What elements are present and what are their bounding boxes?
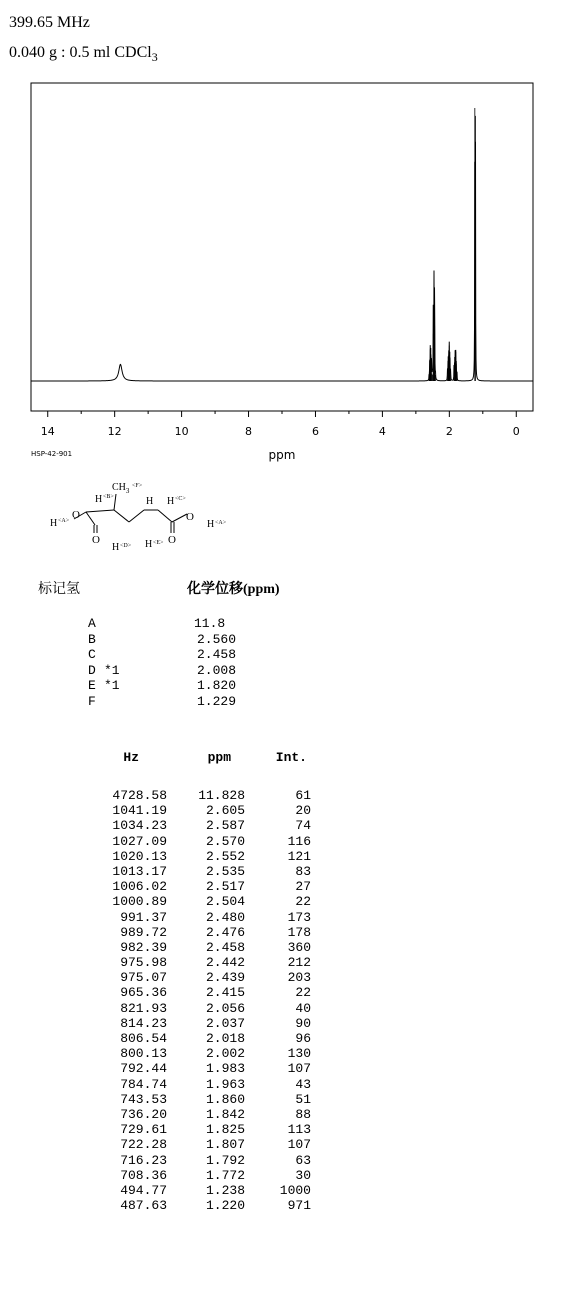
peak-ppm: 2.018 xyxy=(205,1031,245,1046)
peak-row xyxy=(95,1122,311,1137)
peak-int: 203 xyxy=(287,970,311,986)
assignment-note: *1 xyxy=(104,662,120,678)
peak-ppm: 2.439 xyxy=(205,970,245,986)
peak-row xyxy=(95,894,311,909)
peak-hz: 722.28 xyxy=(120,1137,167,1153)
peak-table xyxy=(95,750,311,1213)
spectrum-trace xyxy=(31,142,533,381)
label-f: <F> xyxy=(132,483,143,489)
peak-row xyxy=(95,818,311,833)
peak-int: 971 xyxy=(287,1198,311,1214)
peak-ppm: 1.963 xyxy=(205,1076,245,1092)
peak-row xyxy=(95,910,311,925)
peak-hz: 736.20 xyxy=(120,1106,167,1122)
x-tick-label: 8 xyxy=(245,425,253,438)
peak-ppm: 1.825 xyxy=(205,1122,245,1138)
peak-marks xyxy=(429,108,475,381)
assignment-shift: 1.229 xyxy=(196,693,236,709)
oxygen-right: O xyxy=(186,511,194,523)
peak-hz: 806.54 xyxy=(120,1031,167,1046)
assignment-shift: 1.820 xyxy=(196,678,236,693)
peak-hz: 792.44 xyxy=(120,1061,167,1077)
assignment-label-header: 标记氢 xyxy=(38,582,80,597)
peak-ppm: 2.552 xyxy=(205,848,245,864)
oxygen-carbonyl-left: O xyxy=(92,534,100,546)
peak-ppm: 2.587 xyxy=(205,818,245,834)
peak-row xyxy=(95,1061,311,1076)
peak-ppm: 2.535 xyxy=(205,863,245,879)
peak-ppm: 1.772 xyxy=(205,1167,245,1183)
assignment-row xyxy=(88,663,236,679)
assignment-label: E xyxy=(88,678,96,693)
peak-int: 360 xyxy=(287,939,311,955)
peak-hz: 487.63 xyxy=(120,1198,167,1214)
assignment-label-cell xyxy=(88,663,174,679)
x-axis xyxy=(41,411,520,438)
label-a-right: <A> xyxy=(215,520,227,526)
assignment-label: B xyxy=(88,631,96,647)
peak-hz: 975.98 xyxy=(120,955,167,971)
peak-hz: 975.07 xyxy=(120,970,167,986)
label-e: <E> xyxy=(153,540,164,546)
peak-row xyxy=(95,955,311,970)
assignment-label: C xyxy=(88,647,96,662)
peak-int: 22 xyxy=(295,985,311,1001)
peak-row xyxy=(95,803,311,818)
peak-hz: 1020.13 xyxy=(112,848,167,864)
assignment-label: F xyxy=(88,693,96,709)
peak-row xyxy=(95,1001,311,1016)
peak-int: 113 xyxy=(287,1122,311,1138)
peak-row xyxy=(95,925,311,940)
peak-ppm: 2.415 xyxy=(205,985,245,1001)
peak-hz: 1013.17 xyxy=(112,863,167,879)
peak-row xyxy=(95,1107,311,1122)
peak-hz: 1041.19 xyxy=(112,803,167,819)
peak-int: 43 xyxy=(295,1076,311,1092)
peak-hz: 494.77 xyxy=(120,1182,167,1198)
peak-ppm: 1.983 xyxy=(205,1061,245,1077)
peak-int: 88 xyxy=(295,1106,311,1122)
label-c: <C> xyxy=(175,496,186,502)
peak-hz: 821.93 xyxy=(120,1000,167,1016)
peak-hz: 1034.23 xyxy=(112,818,167,834)
oxygen-left: O xyxy=(72,509,80,521)
assignment-row xyxy=(88,616,236,632)
assignment-shift: 2.458 xyxy=(196,647,236,662)
x-tick-label: 10 xyxy=(174,425,189,438)
peak-ppm: 2.037 xyxy=(205,1015,245,1031)
peak-int: 173 xyxy=(287,909,311,925)
peak-ppm: 2.442 xyxy=(205,955,245,971)
peak-ppm: 2.480 xyxy=(205,909,245,925)
peak-row xyxy=(95,1031,311,1046)
x-tick-label: 12 xyxy=(107,425,122,438)
assignment-label: A xyxy=(88,616,96,631)
peak-row xyxy=(95,834,311,849)
x-tick-label: 14 xyxy=(40,425,55,438)
assignment-shift: 2.008 xyxy=(196,662,236,678)
peak-ppm: 2.570 xyxy=(205,833,245,849)
peak-ppm: 2.476 xyxy=(205,924,245,940)
sample-text: 0.040 g : 0.5 ml CDCl xyxy=(9,44,152,61)
x-axis-label: ppm xyxy=(268,448,296,462)
molecule-structure xyxy=(50,478,250,558)
peak-int: 83 xyxy=(295,863,311,879)
h-hh: H xyxy=(146,496,154,507)
sample-subscript: 3 xyxy=(151,50,158,65)
h-d: H xyxy=(112,542,120,553)
peak-ppm: 11.828 xyxy=(198,788,245,803)
header-ppm: ppm xyxy=(207,750,231,765)
peak-ppm: 1.792 xyxy=(205,1152,245,1168)
assignment-row xyxy=(88,647,236,663)
peak-hz: 708.36 xyxy=(120,1167,167,1183)
peak-ppm: 2.605 xyxy=(205,803,245,819)
peak-row xyxy=(95,1198,311,1213)
peak-hz: 965.36 xyxy=(120,985,167,1001)
h-a-left: H xyxy=(50,518,58,529)
peak-row xyxy=(95,1183,311,1198)
peak-row xyxy=(95,864,311,879)
peak-hz: 989.72 xyxy=(120,924,167,940)
assignment-label-cell xyxy=(88,694,174,710)
peak-ppm: 1.807 xyxy=(205,1137,245,1153)
peak-ppm: 1.220 xyxy=(205,1198,245,1214)
peak-hz: 991.37 xyxy=(120,909,167,925)
label-d: <D> xyxy=(120,543,132,549)
x-tick-label: 2 xyxy=(445,425,453,438)
h-b: H xyxy=(95,494,103,505)
header-hz: Hz xyxy=(123,750,139,765)
h-c: H xyxy=(167,496,175,507)
peak-row xyxy=(95,1016,311,1031)
peak-table-header xyxy=(95,750,311,788)
peak-int: 90 xyxy=(295,1015,311,1031)
h-e: H xyxy=(145,539,153,550)
peak-row xyxy=(95,940,311,955)
peak-int: 74 xyxy=(295,818,311,834)
assignment-row xyxy=(88,678,236,694)
header-int: Int. xyxy=(275,750,307,765)
spectrometer-frequency: 399.65 MHz xyxy=(9,14,90,31)
peak-ppm: 2.517 xyxy=(205,879,245,895)
peak-row xyxy=(95,1168,311,1183)
peak-row xyxy=(95,1137,311,1152)
peak-row xyxy=(95,970,311,985)
peak-row xyxy=(95,985,311,1000)
peak-ppm: 2.458 xyxy=(205,939,245,955)
assignment-shift: 11.8 xyxy=(194,616,226,631)
peak-int: 51 xyxy=(295,1091,311,1107)
peak-row xyxy=(95,1077,311,1092)
plot-frame xyxy=(31,83,533,411)
peak-table-body xyxy=(95,788,311,1213)
peak-ppm: 1.238 xyxy=(205,1182,245,1198)
peak-hz: 4728.58 xyxy=(112,788,167,803)
peak-int: 20 xyxy=(295,803,311,819)
peak-int: 96 xyxy=(295,1031,311,1046)
peak-hz: 743.53 xyxy=(120,1091,167,1107)
peak-row xyxy=(95,1092,311,1107)
peak-row xyxy=(95,879,311,894)
peak-int: 22 xyxy=(295,894,311,910)
x-tick-label: 0 xyxy=(512,425,520,438)
assignment-label-cell xyxy=(88,632,174,648)
peak-int: 30 xyxy=(295,1167,311,1183)
peak-int: 130 xyxy=(287,1046,311,1062)
peak-hz: 784.74 xyxy=(120,1076,167,1092)
peak-hz: 729.61 xyxy=(120,1122,167,1138)
peak-int: 121 xyxy=(287,848,311,864)
peak-int: 1000 xyxy=(279,1182,311,1198)
peak-hz: 1027.09 xyxy=(112,833,167,849)
peak-hz: 716.23 xyxy=(120,1152,167,1168)
peak-hz: 800.13 xyxy=(120,1046,167,1062)
peak-int: 107 xyxy=(287,1061,311,1077)
assignment-table xyxy=(88,616,236,709)
x-tick-label: 6 xyxy=(311,425,319,438)
peak-row xyxy=(95,1046,311,1061)
assignment-label-cell xyxy=(88,647,174,663)
peak-ppm: 1.860 xyxy=(205,1091,245,1107)
peak-hz: 814.23 xyxy=(120,1015,167,1031)
assignment-label-cell xyxy=(88,678,174,694)
peak-row xyxy=(95,788,311,803)
h-a-right: H xyxy=(207,519,215,530)
assignment-row xyxy=(88,694,236,710)
assignment-shift-header: 化学位移(ppm) xyxy=(187,582,280,597)
label-a-left: <A> xyxy=(58,518,70,524)
assignment-row xyxy=(88,632,236,648)
x-tick-label: 4 xyxy=(378,425,386,438)
peak-ppm: 2.056 xyxy=(205,1000,245,1016)
peak-int: 107 xyxy=(287,1137,311,1153)
peak-hz: 1000.89 xyxy=(112,894,167,910)
nmr-spectrum xyxy=(0,0,570,470)
ch3-group: $CH_3$ xyxy=(112,482,130,495)
label-b: <B> xyxy=(103,494,114,500)
peak-int: 63 xyxy=(295,1152,311,1168)
peak-int: 178 xyxy=(287,924,311,940)
peak-hz: 982.39 xyxy=(120,939,167,955)
spectrum-code: HSP-42-901 xyxy=(31,450,73,458)
peak-ppm: 2.504 xyxy=(205,894,245,910)
peak-ppm: 1.842 xyxy=(205,1106,245,1122)
peak-int: 61 xyxy=(295,788,311,803)
assignment-label: D xyxy=(88,662,96,678)
oxygen-carbonyl-right: O xyxy=(168,534,176,546)
assignment-shift: 2.560 xyxy=(196,631,236,647)
assignment-label-cell xyxy=(88,616,174,632)
peak-int: 212 xyxy=(287,955,311,971)
peak-int: 27 xyxy=(295,879,311,895)
peak-int: 116 xyxy=(287,833,311,849)
peak-ppm: 2.002 xyxy=(205,1046,245,1062)
peak-row xyxy=(95,849,311,864)
peak-int: 40 xyxy=(295,1000,311,1016)
peak-row xyxy=(95,1153,311,1168)
assignment-note: *1 xyxy=(104,678,120,693)
peak-hz: 1006.02 xyxy=(112,879,167,895)
